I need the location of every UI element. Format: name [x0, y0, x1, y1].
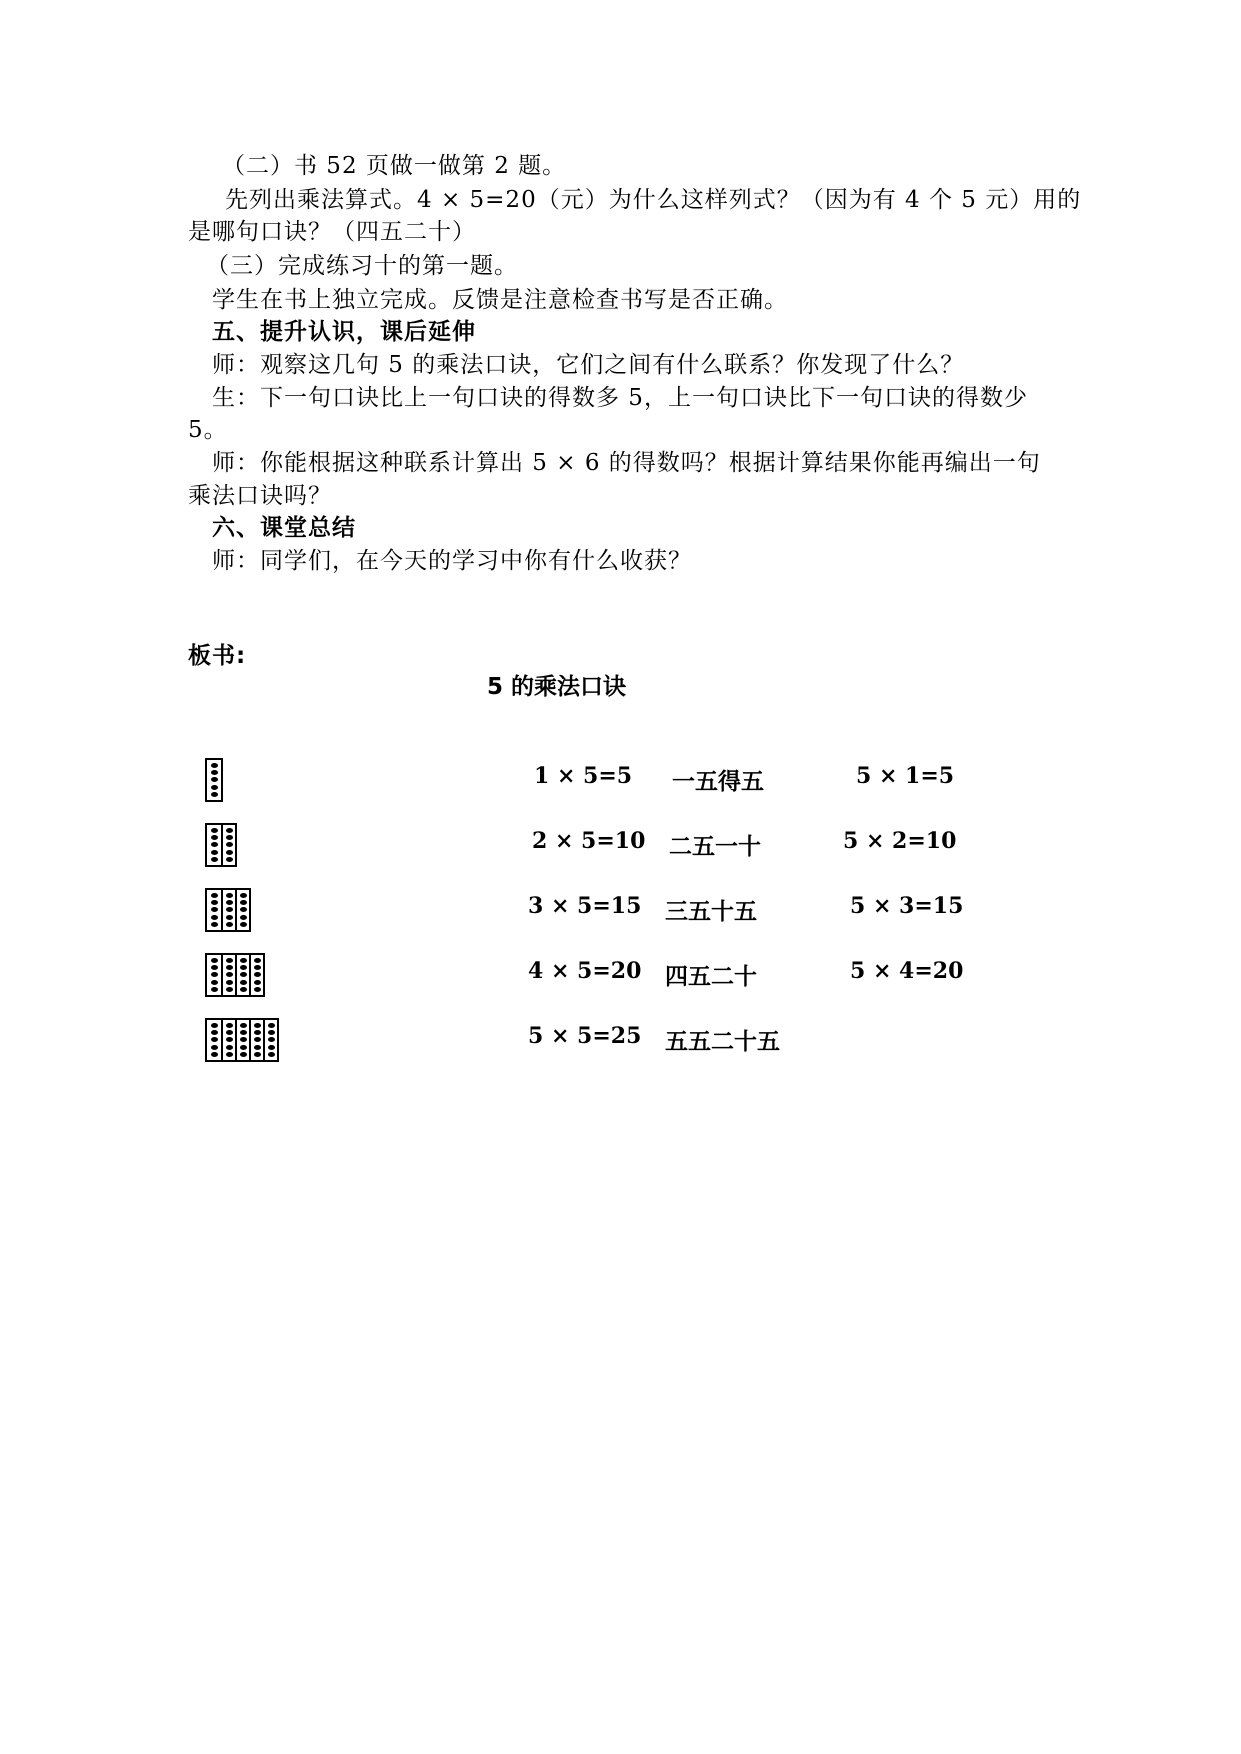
dot [211, 857, 218, 862]
dot [226, 1037, 233, 1042]
dot [268, 1052, 275, 1057]
dot [240, 965, 247, 970]
dot [211, 828, 218, 833]
rhyme: 五五二十五 [665, 1029, 780, 1055]
dot-column [235, 955, 249, 995]
dot [211, 980, 218, 985]
dot-column [249, 955, 263, 995]
section-heading-5: 五、提升认识，课后延伸 [212, 319, 476, 345]
para-1: （二）书 52 页做一做第 2 题。 [222, 153, 567, 179]
dot [211, 1037, 218, 1042]
para-11: 乘法口诀吗？ [188, 483, 332, 509]
reverse-equation: 5 × 4=20 [850, 958, 964, 984]
para-9: 5。 [188, 417, 228, 443]
dot [254, 980, 261, 985]
dot [254, 1023, 261, 1028]
dot [226, 965, 233, 970]
dot [211, 1023, 218, 1028]
dot [226, 922, 233, 927]
dot-column [235, 1020, 249, 1060]
para-3: 是哪句口诀？（四五二十） [188, 219, 476, 245]
dot [240, 980, 247, 985]
dot [226, 987, 233, 992]
dot [226, 980, 233, 985]
para-2: 先列出乘法算式。4 × 5=20（元）为什么这样列式？（因为有 4 个 5 元）用的 [225, 187, 1082, 213]
dot [254, 958, 261, 963]
dot [254, 987, 261, 992]
para-7: 师：观察这几句 5 的乘法口诀，它们之间有什么联系？你发现了什么？ [212, 352, 965, 378]
dot-column [207, 955, 221, 995]
dot [226, 1023, 233, 1028]
equation: 5 × 5=25 [528, 1023, 642, 1049]
section-heading-6: 六、课堂总结 [212, 515, 356, 541]
board-label: 板书: [188, 643, 247, 669]
dot [211, 915, 218, 920]
dot [226, 842, 233, 847]
dot [226, 893, 233, 898]
dot-column [207, 890, 221, 930]
rhyme: 二五一十 [669, 834, 761, 860]
dot [211, 958, 218, 963]
dot [254, 1030, 261, 1035]
equation: 4 × 5=20 [528, 958, 642, 984]
dot-group-box [205, 823, 237, 867]
dot [211, 922, 218, 927]
dot-column [263, 1020, 277, 1060]
dot [226, 915, 233, 920]
dot-column [207, 1020, 221, 1060]
dot [240, 915, 247, 920]
dot [211, 1030, 218, 1035]
equation: 2 × 5=10 [532, 828, 646, 854]
dot [226, 828, 233, 833]
dot [240, 1052, 247, 1057]
dot [211, 770, 218, 775]
equation: 1 × 5=5 [534, 763, 633, 789]
dot [211, 785, 218, 790]
dot [226, 1052, 233, 1057]
dot [211, 1052, 218, 1057]
dot [211, 900, 218, 905]
dot [226, 1030, 233, 1035]
dot [226, 835, 233, 840]
dot [240, 907, 247, 912]
dot [240, 1045, 247, 1050]
reverse-equation: 5 × 1=5 [856, 763, 955, 789]
dot-column [221, 955, 235, 995]
rhyme: 四五二十 [665, 964, 757, 990]
dot [211, 763, 218, 768]
dot [211, 842, 218, 847]
dot [240, 972, 247, 977]
para-10: 师：你能根据这种联系计算出 5 × 6 的得数吗？根据计算结果你能再编出一句 [212, 450, 1041, 476]
dot [226, 958, 233, 963]
dot-column [207, 760, 221, 800]
dot [211, 1045, 218, 1050]
dot [240, 987, 247, 992]
reverse-equation: 5 × 3=15 [850, 893, 964, 919]
dot [254, 972, 261, 977]
dot [254, 965, 261, 970]
reverse-equation: 5 × 2=10 [843, 828, 957, 854]
dot-group-box [205, 1018, 279, 1062]
dot-group-box [205, 758, 223, 802]
dot-column [221, 1020, 235, 1060]
dot [240, 1023, 247, 1028]
dot [211, 777, 218, 782]
dot [211, 987, 218, 992]
dot [254, 1045, 261, 1050]
dot-column [207, 825, 221, 865]
dot [254, 1037, 261, 1042]
dot [254, 1052, 261, 1057]
rhyme: 一五得五 [672, 769, 764, 795]
dot [211, 907, 218, 912]
dot [211, 835, 218, 840]
dot [211, 893, 218, 898]
dot [211, 792, 218, 797]
dot [240, 1030, 247, 1035]
para-13: 师：同学们，在今天的学习中你有什么收获？ [212, 548, 692, 574]
dot [240, 958, 247, 963]
dot [226, 1045, 233, 1050]
para-8: 生：下一句口诀比上一句口诀的得数多 5，上一句口诀比下一句口诀的得数少 [212, 385, 1028, 411]
dot [268, 1037, 275, 1042]
dot-column [249, 1020, 263, 1060]
dot [211, 965, 218, 970]
dot [240, 893, 247, 898]
dot-column [221, 890, 235, 930]
board-title: 5 的乘法口诀 [487, 674, 627, 700]
dot [226, 857, 233, 862]
dot-column [221, 825, 235, 865]
dot [268, 1023, 275, 1028]
dot [240, 922, 247, 927]
dot [240, 1037, 247, 1042]
equation: 3 × 5=15 [528, 893, 642, 919]
dot [211, 850, 218, 855]
dot-group-box [205, 953, 265, 997]
dot [226, 850, 233, 855]
dot [268, 1045, 275, 1050]
dot [268, 1030, 275, 1035]
dot [226, 972, 233, 977]
dot [226, 907, 233, 912]
para-4: （三）完成练习十的第一题。 [206, 253, 518, 279]
dot [211, 972, 218, 977]
dot-group-box [205, 888, 251, 932]
para-5: 学生在书上独立完成。反馈是注意检查书写是否正确。 [212, 287, 788, 313]
rhyme: 三五十五 [665, 899, 757, 925]
dot [240, 900, 247, 905]
dot-column [235, 890, 249, 930]
dot [226, 900, 233, 905]
